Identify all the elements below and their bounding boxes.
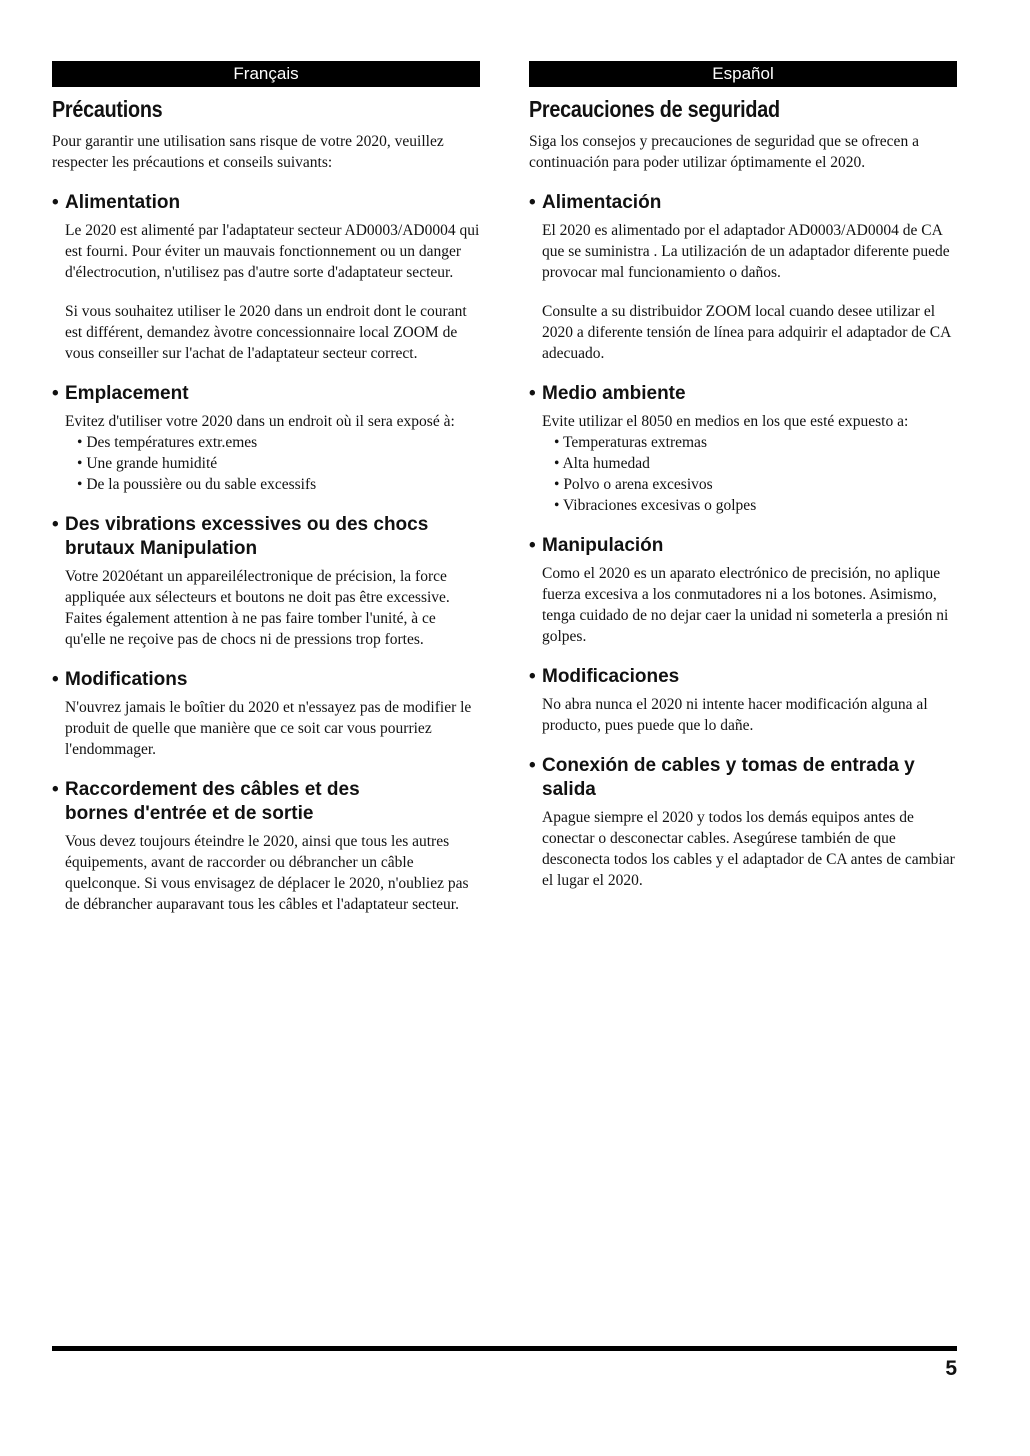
paragraph: Consulte a su distribuidor ZOOM local cuando desee utilizar el 2020 a diferente tensión de línea para adquirir el adaptador de CA adecuado. bbox=[542, 303, 951, 362]
section-conexion bbox=[529, 754, 957, 891]
paragraph: Si vous souhaitez utiliser le 2020 dans un endroit dont le courant est différent, demandez àvotre concessionnaire local ZOOM de vous conseiller sur l'achat de l'adaptateur secteur correct. bbox=[65, 303, 467, 362]
section-title: • Emplacement bbox=[52, 383, 189, 404]
section-medio-ambiente bbox=[529, 382, 957, 516]
section-title: • Raccordement des câbles et des bornes d'entrée et de sortie bbox=[52, 779, 360, 824]
section-title: • Modificaciones bbox=[529, 666, 680, 687]
section-title: • Conexión de cables y tomas de entrada y salida bbox=[529, 755, 915, 800]
page-heading: Precauciones de seguridad bbox=[529, 96, 780, 122]
section-title: • Manipulación bbox=[529, 535, 664, 556]
spanish-column bbox=[529, 61, 957, 909]
bullet-icon: • bbox=[52, 514, 59, 535]
paragraph: N'ouvrez jamais le boîtier du 2020 et n'essayez pas de modifier le produit de quelle que manière que ce soit car vous pourriez l'endommager. bbox=[65, 699, 472, 758]
section-emplacement bbox=[52, 382, 480, 495]
section-title: • Modifications bbox=[52, 669, 188, 690]
section-manipulacion bbox=[529, 534, 957, 647]
section-title: • Alimentación bbox=[529, 192, 662, 213]
bullet-icon: • bbox=[529, 755, 536, 776]
bullet-list bbox=[65, 432, 480, 495]
language-label: Français bbox=[233, 64, 299, 83]
page-heading: Précautions bbox=[52, 96, 163, 122]
section-title: • Des vibrations excessives ou des chocs brutaux Manipulation bbox=[52, 514, 429, 559]
list-item: • Une grande humidité bbox=[77, 453, 480, 474]
list-item: • Des températures extr.emes bbox=[77, 432, 480, 453]
language-header-bar bbox=[52, 61, 480, 87]
paragraph: Le 2020 est alimenté par l'adaptateur secteur AD0003/AD0004 qui est fourni. Pour éviter un mauvais fonctionnement ou un danger d'électrocution, n'utilisez pas d'autre sorte d'adaptateur secteur. bbox=[65, 222, 480, 281]
bullet-icon: • bbox=[529, 383, 536, 404]
section-title: • Medio ambiente bbox=[529, 383, 686, 404]
paragraph: Vous devez toujours éteindre le 2020, ainsi que tous les autres équipements, avant de raccorder ou débrancher un câble quelconque. Si vous envisagez de déplacer le 2020, n'oubliez pas de débrancher auparavant tous les câbles et l'adaptateur secteur. bbox=[65, 833, 469, 913]
section-alimentacion bbox=[529, 191, 957, 364]
paragraph: Evite utilizar el 8050 en medios en los que esté expuesto a: bbox=[542, 413, 909, 430]
language-header-bar bbox=[529, 61, 957, 87]
bullet-icon: • bbox=[52, 192, 59, 213]
section-raccordement bbox=[52, 778, 480, 915]
bullet-icon: • bbox=[52, 383, 59, 404]
paragraph: Evitez d'utiliser votre 2020 dans un endroit où il sera exposé à: bbox=[65, 413, 455, 430]
paragraph: No abra nunca el 2020 ni intente hacer modificación alguna al producto, pues puede que lo dañe. bbox=[542, 696, 928, 734]
section-modifications bbox=[52, 668, 480, 760]
intro-paragraph: Siga los consejos y precauciones de seguridad que se ofrecen a continuación para poder utilizar óptimamente el 2020. bbox=[529, 133, 919, 171]
list-item: • Alta humedad bbox=[554, 453, 957, 474]
bullet-list bbox=[542, 432, 957, 516]
french-column bbox=[52, 61, 480, 933]
section-vibrations-manipulation bbox=[52, 513, 480, 650]
list-item: • Vibraciones excesivas o golpes bbox=[554, 495, 957, 516]
section-modificaciones bbox=[529, 665, 957, 736]
bullet-icon: • bbox=[529, 192, 536, 213]
paragraph: Como el 2020 es un aparato electrónico de precisión, no aplique fuerza excesiva a los conmutadores ni a los botones. Asimismo, tenga cuidado de no dejar caer la unidad ni someterla a presión ni golpes. bbox=[542, 565, 949, 645]
bullet-icon: • bbox=[529, 666, 536, 687]
language-label: Español bbox=[712, 64, 774, 83]
paragraph: Votre 2020étant un appareilélectronique de précision, la force appliquée aux sélecteurs et boutons ne doit pas être excessive. Faites également attention à ne pas faire tomber l'unité, à ce qu'elle ne reçoive pas de chocs ni de pressions trop fortes. bbox=[65, 568, 450, 648]
section-alimentation bbox=[52, 191, 480, 364]
list-item: • Temperaturas extremas bbox=[554, 432, 957, 453]
paragraph: El 2020 es alimentado por el adaptador AD0003/AD0004 de CA que se suministra . La utilización de un adaptador diferente puede provocar mal funcionamiento o daños. bbox=[542, 222, 950, 281]
paragraph: Apague siempre el 2020 y todos los demás equipos antes de conectar o desconectar cables. Asegúrese también de que desconecta todos los cables y el adaptador de CA antes de cambiar el lugar el 2020. bbox=[542, 809, 955, 889]
section-title: • Alimentation bbox=[52, 192, 181, 213]
list-item: • De la poussière ou du sable excessifs bbox=[77, 474, 480, 495]
list-item: • Polvo o arena excesivos bbox=[554, 474, 957, 495]
bullet-icon: • bbox=[52, 779, 59, 800]
footer-rule bbox=[52, 1346, 957, 1351]
intro-paragraph: Pour garantir une utilisation sans risque de votre 2020, veuillez respecter les précautions et conseils suivants: bbox=[52, 133, 444, 171]
page-number: 5 bbox=[945, 1357, 957, 1380]
bullet-icon: • bbox=[529, 535, 536, 556]
bullet-icon: • bbox=[52, 669, 59, 690]
